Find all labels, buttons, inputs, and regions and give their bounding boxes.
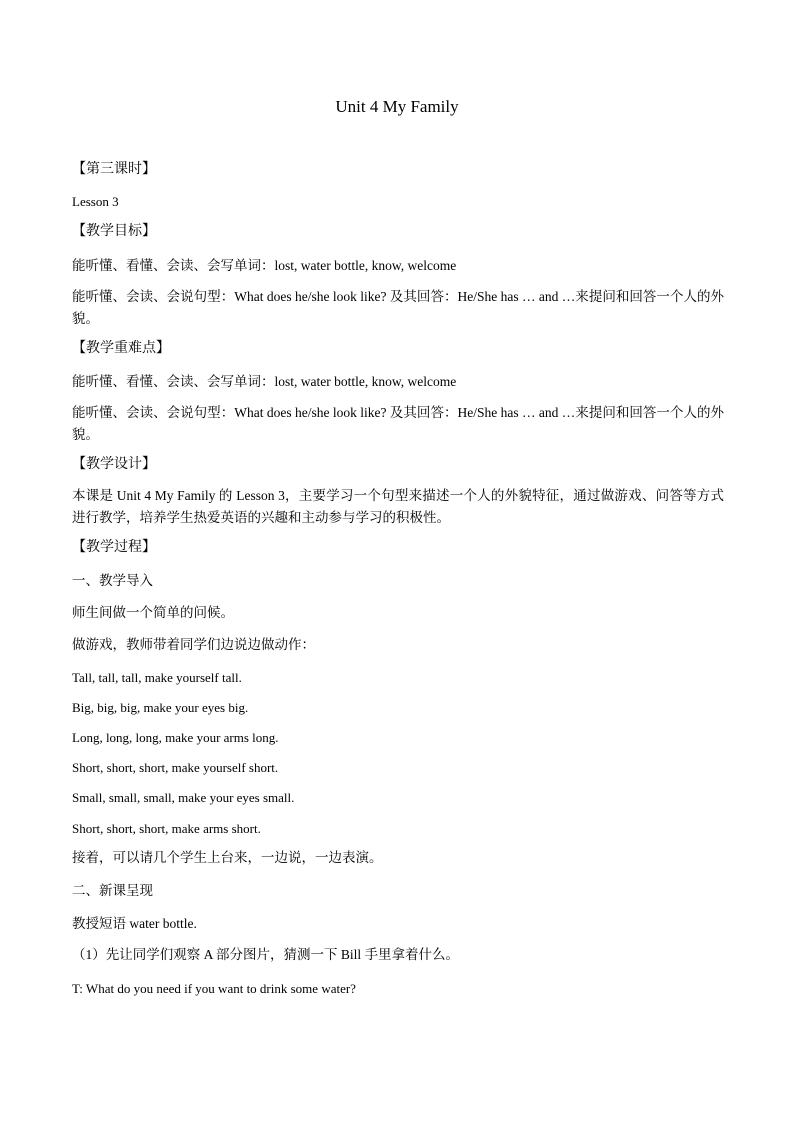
process-heading: 【教学过程】 bbox=[72, 540, 156, 555]
step-1-text: （1）先让同学们观察 A 部分图片，猜测一下 Bill 手里拿着什么。 bbox=[72, 947, 460, 962]
chant-line: Long, long, long, make your arms long. bbox=[72, 730, 279, 745]
section-lead-in-heading: 一、教学导入 bbox=[72, 573, 153, 588]
chant-line: Short, short, short, make arms short. bbox=[72, 821, 261, 836]
chant-line: Small, small, small, make your eyes small. bbox=[72, 790, 295, 805]
objectives-heading: 【教学目标】 bbox=[72, 224, 156, 239]
design-heading: 【教学设计】 bbox=[72, 457, 156, 472]
greeting-text: 师生间做一个简单的问候。 bbox=[72, 605, 234, 620]
key-points-vocabulary: 能听懂、看懂、会读、会写单词：lost, water bottle, know, welcome bbox=[72, 374, 457, 389]
chant-line: Tall, tall, tall, make yourself tall. bbox=[72, 670, 242, 685]
perform-text: 接着，可以请几个学生上台来，一边说，一边表演。 bbox=[72, 850, 383, 865]
design-description: 本课是 Unit 4 My Family 的 Lesson 3，主要学习一个句型来描述一个人的外貌特征，通过做游戏、问答等方式进行教学，培养学生热爱英语的兴趣和主动参与学习的积极性。 bbox=[72, 488, 724, 525]
objectives-vocabulary: 能听懂、看懂、会读、会写单词：lost, water bottle, know, welcome bbox=[72, 258, 457, 273]
section-new-lesson-heading: 二、新课呈现 bbox=[72, 883, 153, 898]
objectives-sentence-pattern: 能听懂、会读、会说句型：What does he/she look like? 及其回答：He/She has … and …来提问和回答一个人的外貌。 bbox=[72, 289, 724, 326]
chant-line: Short, short, short, make yourself short. bbox=[72, 760, 279, 775]
key-points-heading: 【教学重难点】 bbox=[72, 341, 170, 356]
phrase-intro-text: 教授短语 water bottle. bbox=[72, 916, 197, 931]
key-points-sentence-pattern: 能听懂、会读、会说句型：What does he/she look like? 及其回答：He/She has … and …来提问和回答一个人的外貌。 bbox=[72, 405, 724, 442]
chant-line: Big, big, big, make your eyes big. bbox=[72, 700, 249, 715]
lesson-name: Lesson 3 bbox=[72, 194, 119, 209]
document-title: Unit 4 My Family bbox=[335, 97, 459, 116]
lesson-heading: 【第三课时】 bbox=[72, 162, 156, 177]
teacher-question: T: What do you need if you want to drink some water? bbox=[72, 981, 356, 996]
game-intro-text: 做游戏，教师带着同学们边说边做动作： bbox=[72, 637, 315, 652]
